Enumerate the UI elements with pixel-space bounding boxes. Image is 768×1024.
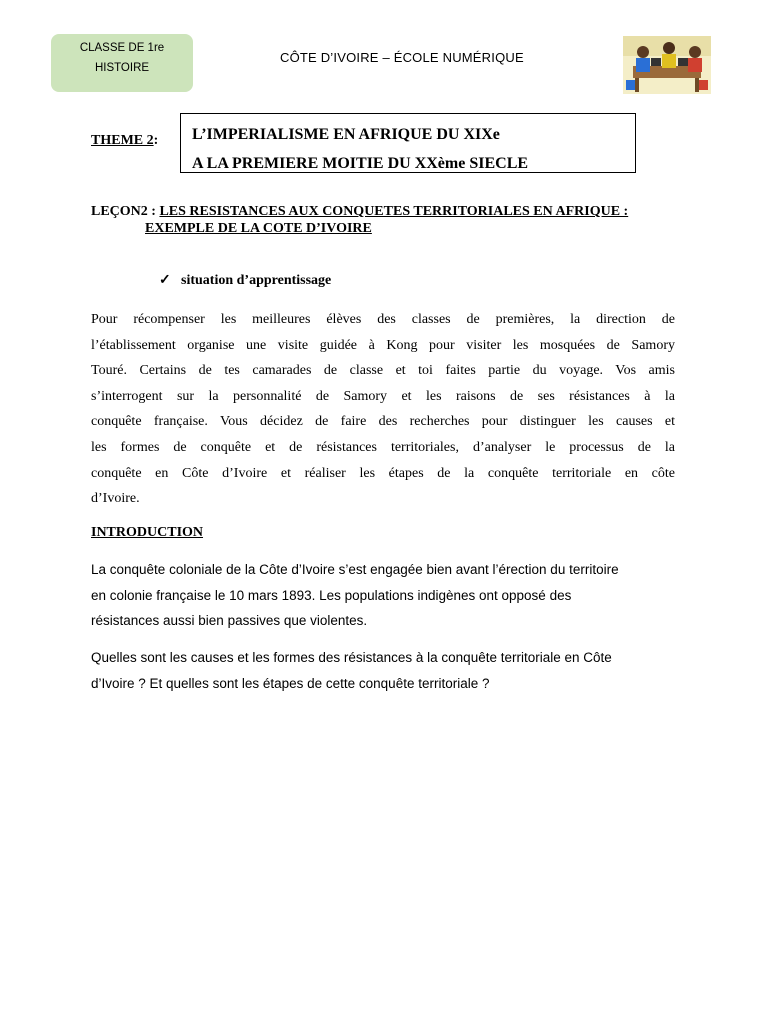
paragraph-line: s’interrogent sur la personnalité de Samory et les raisons de ses résistances à la (91, 388, 675, 404)
checkmark-icon: ✓ (159, 273, 171, 288)
paragraph-line: conquête française. Vous décidez de faire des recherches pour distinguer les causes et (91, 414, 675, 430)
paragraph-line: l’établissement organise une visite guidée à Kong pour visiter les mosquées de Samory (91, 337, 675, 353)
situation-heading (159, 272, 331, 289)
lesson-heading (91, 204, 628, 220)
introduction-paragraph (91, 557, 691, 634)
situation-label: situation d’apprentissage (181, 273, 332, 288)
paragraph-line: en colonie française le 10 mars 1893. Les populations indigènes ont opposé des (91, 587, 572, 603)
theme-title-box (180, 113, 636, 173)
introduction-heading: INTRODUCTION (91, 525, 204, 540)
paragraph-line: résistances aussi bien passives que violentes. (91, 613, 368, 628)
theme-label (91, 133, 158, 149)
problem-question-paragraph (91, 645, 691, 696)
theme-title-line1: L’IMPERIALISME EN AFRIQUE DU XIXe (192, 126, 500, 143)
theme-title-line2: A LA PREMIERE MOITIE DU XXème SIECLE (192, 155, 529, 172)
theme-number: THEME 2 (91, 133, 154, 148)
paragraph-line: Pour récompenser les meilleures élèves des classes de premières, la direction de (91, 312, 675, 327)
paragraph-line: d’Ivoire ? Et quelles sont les étapes de cette conquête territoriale ? (91, 675, 490, 691)
lesson-title-line1: LES RESISTANCES AUX CONQUETES TERRITORIALES EN AFRIQUE : (159, 204, 629, 219)
paragraph-line: d’Ivoire. (91, 491, 140, 507)
lesson-title-line2: EXEMPLE DE LA COTE D’IVOIRE (145, 221, 372, 236)
lesson-prefix: LEÇON2 : (91, 204, 160, 219)
header-title: CÔTE D’IVOIRE – ÉCOLE NUMÉRIQUE (280, 50, 524, 65)
paragraph-line: Quelles sont les causes et les formes des résistances à la conquête territoriale en Côte (91, 650, 612, 665)
class-badge (51, 34, 193, 92)
paragraph-line: les formes de conquête et de résistances territoriales, d’analyser le processus de la (91, 439, 675, 455)
paragraph-line: conquête en Côte d’Ivoire et réaliser les étapes de la conquête territoriale en côte (91, 465, 675, 481)
theme-colon: : (153, 133, 159, 148)
paragraph-line: Touré. Certains de tes camarades de classe et toi faites partie du voyage. Vos amis (91, 363, 675, 379)
badge-class-label: CLASSE DE 1re (79, 42, 165, 54)
learning-situation-paragraph (91, 307, 675, 512)
badge-subject-label: HISTOIRE (94, 62, 150, 74)
paragraph-line: La conquête coloniale de la Côte d’Ivoire s’est engagée bien avant l’érection du territoire (91, 562, 619, 577)
students-computer-icon (623, 36, 711, 94)
